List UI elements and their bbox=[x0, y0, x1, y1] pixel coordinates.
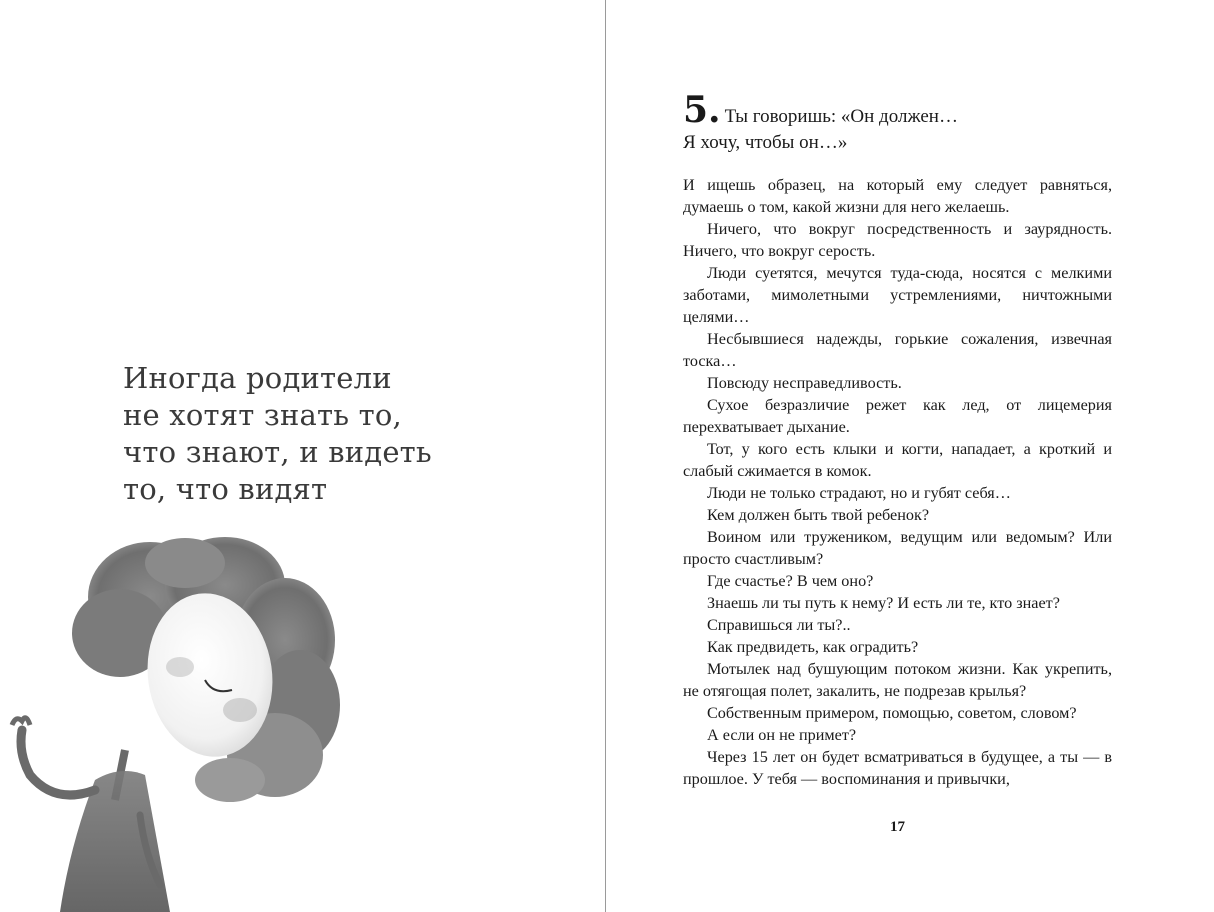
paragraph: Несбывшиеся надежды, горькие сожаления, извечная тоска… bbox=[683, 330, 1112, 370]
paragraph: Люди не только страдают, но и губят себя… bbox=[707, 484, 1011, 502]
paragraph: Как предвидеть, как оградить? bbox=[707, 638, 919, 656]
page-gutter bbox=[605, 0, 606, 912]
paragraph: Воином или тружеником, ведущим или ведомым? Или просто счастливым? bbox=[683, 528, 1112, 568]
paragraph: А если он не примет? bbox=[707, 726, 857, 744]
chapter-heading bbox=[683, 89, 1113, 154]
paragraph: Справишься ли ты?.. bbox=[707, 616, 851, 634]
paragraph: Ничего, что вокруг посредственность и заурядность. Ничего, что вокруг серость. bbox=[683, 220, 1112, 260]
child-illustration bbox=[0, 525, 345, 912]
paragraph: Кем должен быть твой ребенок? bbox=[707, 506, 930, 524]
epigraph bbox=[123, 360, 483, 508]
body-text bbox=[683, 174, 1112, 790]
paragraph: Собственным примером, помощью, советом, словом? bbox=[707, 704, 1077, 722]
paragraph: Знаешь ли ты путь к нему? И есть ли те, кто знает? bbox=[707, 594, 1060, 612]
chapter-number: 5. bbox=[683, 89, 721, 131]
chapter-heading-row bbox=[683, 89, 1113, 131]
chapter-title-line1: Ты говоришь: «Он должен… bbox=[724, 106, 958, 127]
page-number: 17 bbox=[890, 819, 905, 835]
paragraph: Где счастье? В чем оно? bbox=[707, 572, 874, 590]
left-page bbox=[0, 0, 605, 912]
paragraph: И ищешь образец, на который ему следует равняться, думаешь о том, какой жизни для него желаешь. bbox=[683, 176, 1112, 216]
chapter-title-line2: Я хочу, чтобы он…» bbox=[683, 132, 848, 153]
epigraph-line: что знают, и видеть bbox=[123, 435, 432, 469]
paragraph: Мотылек над бушующим потоком жизни. Как укрепить, не отягощая полет, закалить, не подрезав крылья? bbox=[683, 660, 1112, 700]
paragraph: Тот, у кого есть клыки и когти, нападает, а кроткий и слабый сжимается в комок. bbox=[683, 440, 1112, 480]
paragraph: Сухое безразличие режет как лед, от лицемерия перехватывает дыхание. bbox=[683, 396, 1112, 436]
paragraph: Повсюду несправедливость. bbox=[707, 374, 902, 392]
epigraph-line: не хотят знать то, bbox=[123, 398, 402, 432]
epigraph-line: то, что видят bbox=[123, 472, 328, 506]
paragraph: Люди суетятся, мечутся туда-сюда, носятся с мелкими заботами, мимолетными устремлениями, ничтожными целями… bbox=[683, 264, 1112, 326]
epigraph-line: Иногда родители bbox=[123, 361, 392, 395]
paragraph: Через 15 лет он будет всматриваться в будущее, а ты — в прошлое. У тебя — воспоминания и привычки, bbox=[683, 748, 1112, 788]
